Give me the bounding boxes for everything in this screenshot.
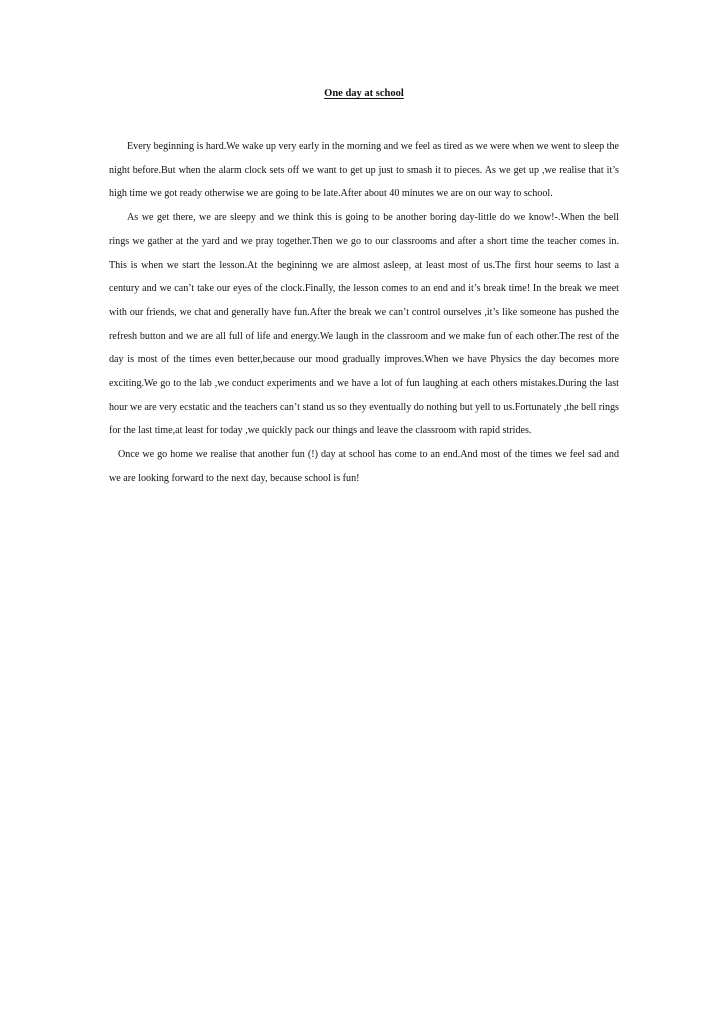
document-body xyxy=(109,135,619,491)
paragraph-1: Every beginning is hard.We wake up very early in the morning and we feel as tired as we were when we went to sleep the night before.But when the alarm clock sets off we want to get up just to smash it to pieces. As we get up ,we realise that it’s high time we got ready otherwise we are going to be late.After about 40 minutes we are on our way to school. xyxy=(109,141,619,200)
paragraph-2: As we get there, we are sleepy and we think this is going to be another boring day-little do we know!-.When the bell rings we gather at the yard and we pray together.Then we go to our classrooms and after a short time the teacher comes in. This is when we start the lesson.At the begininng we are almost asleep, at least most of us.The first hour seems to last a century and we can’t take our eyes of the clock.Finally, the lesson comes to an end and it’s break time! In the break we meet with our friends, we chat and generally have fun.After the break we can’t control ourselves ,it’s like someone has pushed the refresh button and we are all full of life and energy.We laugh in the classroom and we make fun of each other.The rest of the day is most of the times even better,because our mood gradually improves.When we have Physics the day becomes more exciting.We go to the lab ,we conduct experiments and we have a lot of fun laughing at each others mistakes.During the last hour we are very ecstatic and the teachers can’t stand us so they eventually do nothing but yell to us.Fortunately ,the bell rings for the last time,at least for today ,we quickly pack our things and leave the classroom with rapid strides. xyxy=(109,212,619,437)
document-title: One day at school xyxy=(324,88,404,99)
paragraph-3: Once we go home we realise that another fun (!) day at school has come to an end.And most of the times we feel sad and we are looking forward to the next day, because school is fun! xyxy=(109,449,619,484)
